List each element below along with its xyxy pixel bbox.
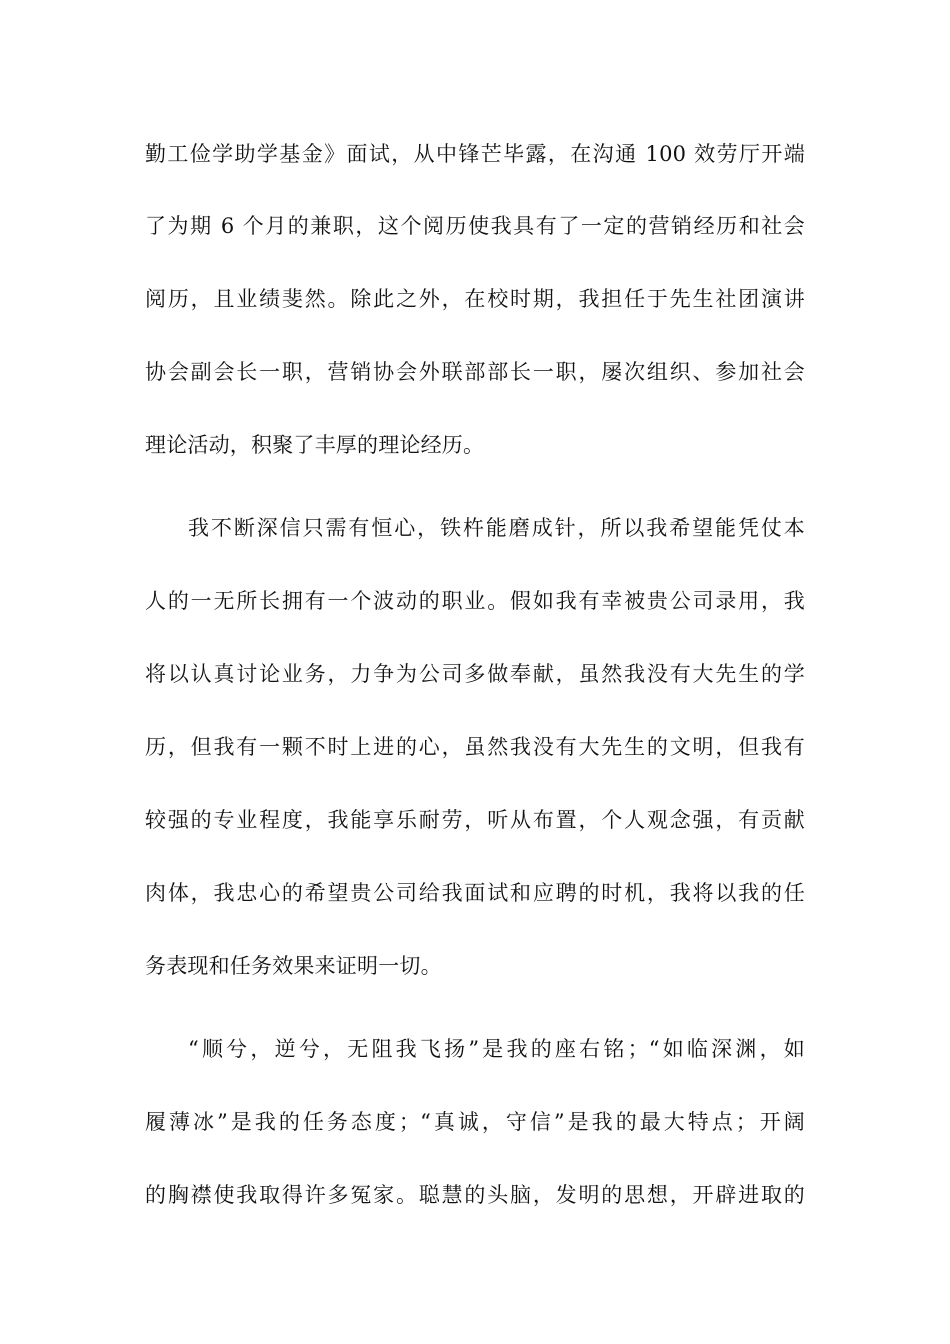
text-line: 务表现和任务效果来证明一切。 — [145, 954, 442, 978]
text-line: 勤工俭学助学基金》面试，从中锋芒毕露，在沟通 100 效劳厅开端 — [145, 142, 805, 166]
text-line: 阅历，且业绩斐然。除此之外，在校时期，我担任于先生社团演讲 — [145, 287, 805, 311]
text-line: 较强的专业程度，我能享乐耐劳，听从布置，个人观念强，有贡献 — [145, 808, 805, 832]
paragraph-first-line: 我不断深信只需有恒心，铁杵能磨成针，所以我希望能凭仗本 — [188, 516, 805, 540]
text-line: 历，但我有一颗不时上进的心，虽然我没有大先生的文明，但我有 — [145, 735, 805, 759]
text-line: 履薄冰”是我的任务态度；“真诚，守信”是我的最大特点；开阔 — [145, 1110, 805, 1134]
paragraph-first-line: “顺兮，逆兮，无阻我飞扬”是我的座右铭；“如临深渊，如 — [188, 1037, 805, 1061]
text-line: 的胸襟使我取得许多冤家。聪慧的头脑，发明的思想，开辟进取的 — [145, 1183, 805, 1207]
text-line: 了为期 6 个月的兼职，这个阅历使我具有了一定的营销经历和社会 — [145, 214, 805, 238]
text-line: 协会副会长一职，营销协会外联部部长一职，屡次组织、参加社会 — [145, 360, 805, 384]
text-line: 将以认真讨论业务，力争为公司多做奉献，虽然我没有大先生的学 — [145, 662, 805, 686]
text-line: 理论活动，积聚了丰厚的理论经历。 — [145, 433, 485, 457]
text-line: 肉体，我忠心的希望贵公司给我面试和应聘的时机，我将以我的任 — [145, 881, 805, 905]
text-line: 人的一无所长拥有一个波动的职业。假如我有幸被贵公司录用，我 — [145, 589, 805, 613]
